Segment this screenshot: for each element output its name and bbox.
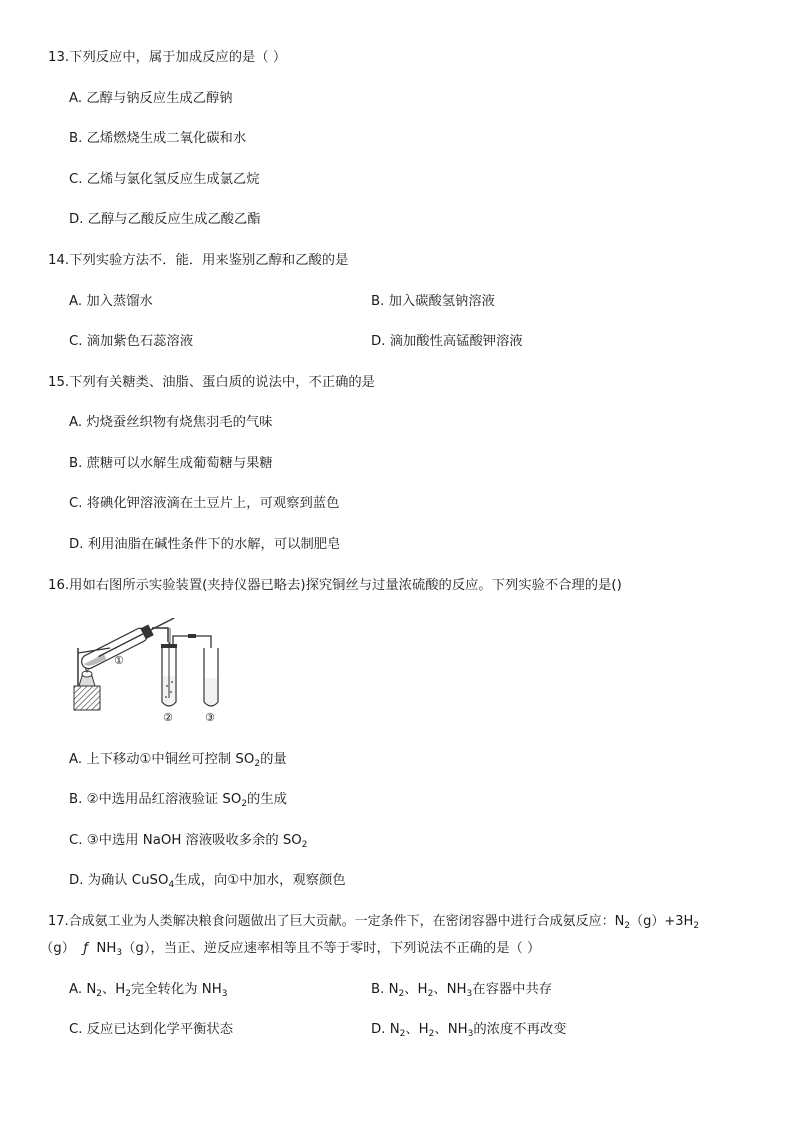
figure-label-3: ③ [205, 711, 215, 724]
q16-a-text: A. 上下移动①中铜丝可控制 SO [69, 752, 255, 767]
q16-b-post: 的生成 [247, 792, 287, 807]
q13-option-b: B. 乙烯燃烧生成二氧化碳和水 [69, 131, 247, 146]
q17-stem2-sub: 3 [116, 948, 123, 958]
q16-a-post: 的量 [260, 752, 287, 767]
q13-option-c: C. 乙烯与氯化氢反应生成氯乙烷 [69, 172, 260, 187]
q16-stem: 16.用如右图所示实验装置(夹持仪器已略去)探究铜丝与过量浓硫酸的反应。下列实验不合理的是() [48, 578, 622, 593]
q16-option-a [69, 752, 287, 768]
q17-stem1-sub2: 2 [693, 921, 700, 931]
figure-label-2: ② [163, 711, 173, 724]
q15-option-c: C. 将碘化钾溶液滴在土豆片上，可观察到蓝色 [69, 496, 340, 511]
q17-d-s3: 3 [467, 1029, 474, 1039]
q13-option-a: A. 乙醇与钠反应生成乙醇钠 [69, 91, 233, 106]
q16-d-post: 生成，向①中加水，观察颜色 [174, 873, 346, 888]
q17-d-3: 、NH [434, 1022, 468, 1037]
q15-option-b: B. 蔗糖可以水解生成葡萄糖与果糖 [69, 456, 273, 471]
q17-b-s1: 2 [398, 989, 405, 999]
q14-option-c: C. 滴加紫色石蕊溶液 [69, 334, 194, 349]
q16-d-sub: 4 [168, 880, 175, 890]
q17-b-1: B. N [371, 982, 399, 997]
q17-d-2: 、H [405, 1022, 429, 1037]
q17-stem1-mid: （g）+3H [630, 914, 694, 929]
q17-a-s3: 3 [221, 989, 228, 999]
q17-d-4: 的浓度不再改变 [473, 1022, 567, 1037]
q17-a-1: A. N [69, 982, 97, 997]
q16-option-d [69, 873, 346, 889]
q17-b-2: 、H [404, 982, 428, 997]
q17-d-s2: 2 [428, 1029, 435, 1039]
apparatus-figure [70, 618, 230, 726]
q16-option-c [69, 833, 308, 849]
q14-option-a: A. 加入蒸馏水 [69, 294, 153, 309]
q14-stem: 14.下列实验方法不．能．用来鉴别乙醇和乙酸的是 [48, 253, 349, 268]
q17-option-d [371, 1022, 566, 1038]
q17-b-4: 在容器中共存 [472, 982, 553, 997]
q13-option-d: D. 乙醇与乙酸反应生成乙酸乙酯 [69, 212, 261, 227]
q16-d-text: D. 为确认 CuSO [69, 873, 169, 888]
q17-d-1: D. N [371, 1022, 400, 1037]
q17-stem2-nh: NH [87, 941, 117, 956]
q17-a-2: 、H [102, 982, 126, 997]
q15-stem: 15.下列有关糖类、油脂、蛋白质的说法中，不正确的是 [48, 375, 375, 390]
q17-b-3: 、NH [433, 982, 467, 997]
q16-b-sub: 2 [241, 799, 248, 809]
q17-b-s2: 2 [427, 989, 434, 999]
q17-a-3: 完全转化为 NH [131, 982, 222, 997]
q17-a-s1: 2 [96, 989, 102, 999]
q14-option-b: B. 加入碳酸氢钠溶液 [371, 294, 495, 309]
q17-stem2-pre: （g） [40, 941, 76, 956]
q16-a-sub: 2 [254, 759, 261, 769]
q13-stem: 13.下列反应中，属于加成反应的是（ ） [48, 50, 287, 65]
q17-stem-line2 [40, 941, 540, 957]
q17-option-a [69, 982, 227, 998]
q17-b-s3: 3 [466, 989, 473, 999]
q17-option-c: C. 反应已达到化学平衡状态 [69, 1022, 234, 1037]
q17-a-s2: 2 [125, 989, 132, 999]
q17-stem2-post: （g），当正、逆反应速率相等且不等于零时，下列说法不正确的是（ ） [122, 941, 541, 956]
q17-option-b [371, 982, 552, 998]
q16-option-b [69, 792, 287, 808]
q16-c-text: C. ③中选用 NaOH 溶液吸收多余的 SO [69, 833, 302, 848]
q15-option-a: A. 灼烧蚕丝织物有烧焦羽毛的气味 [69, 415, 273, 430]
q17-stem-line1 [48, 914, 699, 930]
q16-b-text: B. ②中选用品红溶液验证 SO [69, 792, 242, 807]
q15-option-d: D. 利用油脂在碱性条件下的水解，可以制肥皂 [69, 537, 341, 552]
figure-label-1: ① [114, 654, 124, 667]
q17-d-s1: 2 [399, 1029, 406, 1039]
q17-stem1-text: 17.合成氨工业为人类解决粮食问题做出了巨大贡献。一定条件下，在密闭容器中进行合成氨反应：N [48, 914, 625, 929]
equilibrium-arrow-glyph: ƒ [83, 941, 88, 956]
q17-stem1-sub1: 2 [624, 921, 631, 931]
q14-option-d: D. 滴加酸性高锰酸钾溶液 [371, 334, 523, 349]
q16-c-sub: 2 [301, 840, 308, 850]
